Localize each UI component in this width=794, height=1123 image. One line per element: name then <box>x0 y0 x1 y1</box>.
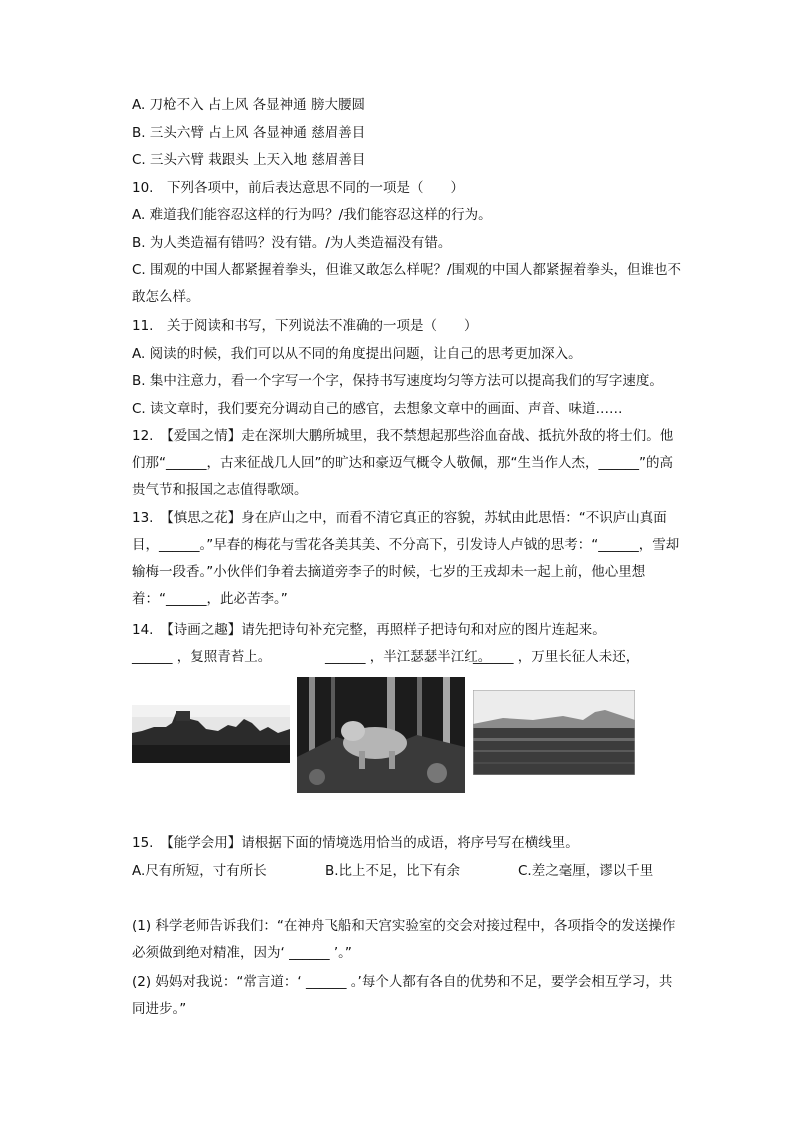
poem-line-1: ______ ，复照青苔上。 <box>132 649 272 665</box>
q10-option-b: B. 为人类造福有错吗？没有错。/为人类造福没有错。 <box>132 235 452 251</box>
poem-line-3: ______ ，万里长征人未还， <box>473 649 640 665</box>
q13-text: 13. 【慎思之花】身在庐山之中，而看不清它真正的容貌，苏轼由此思悟：“不识庐山真面目，______。”早春的梅花与雪花各美其美、不分高下，引发诗人卢钺的思考：“______，雪却输梅一段香。”小伙伴们争着去摘道旁李子的时候，七岁的王戎却未一起上前，他心里想着：“______，此必苦李。” <box>132 510 680 607</box>
q15-sub-1: (1) 科学老师告诉我们：“在神舟飞船和天宫实验室的交会对接过程中，各项指令的发送操作必须做到绝对精准，因为‘ ______ ’。” <box>132 918 676 961</box>
q12-text: 12. 【爱国之情】走在深圳大鹏所城里，我不禁想起那些浴血奋战、抵抗外敌的将士们。他们那“______，古来征战几人回”的旷达和豪迈气概令人敬佩，那“生当作人杰，______”的高贵气节和报国之志值得歌颂。 <box>132 428 674 498</box>
q11-option-b: B. 集中注意力，看一个字写一个字，保持书写速度均匀等方法可以提高我们的写字速度。 <box>132 373 663 389</box>
q10-option-a: A. 难道我们能容忍这样的行为吗？/我们能容忍这样的行为。 <box>132 207 492 223</box>
q10-option-c: C. 围观的中国人都紧握着拳头，但谁又敢怎么样呢？/围观的中国人都紧握着拳头，但谁也不敢怎么样。 <box>132 262 682 305</box>
q10-stem: 10. 下列各项中，前后表达意思不同的一项是（ ） <box>132 180 464 196</box>
great-wall-image <box>132 705 290 763</box>
q11-option-a: A. 阅读的时候，我们可以从不同的角度提出问题，让自己的思考更加深入。 <box>132 346 582 362</box>
q11-option-c: C. 读文章时，我们要充分调动自己的感官，去想象文章中的画面、声音、味道…… <box>132 401 623 417</box>
q9-option-b: B. 三头六臂 占上风 各显神通 慈眉善目 <box>132 125 366 141</box>
idiom-option-a: A.尺有所短，寸有所长 <box>132 863 267 879</box>
forest-tiger-image <box>297 677 465 793</box>
q9-option-c: C. 三头六臂 栽跟头 上天入地 慈眉善目 <box>132 152 366 168</box>
idiom-option-c: C.差之毫厘，谬以千里 <box>518 863 654 879</box>
idiom-option-b: B.比上不足，比下有余 <box>325 863 461 879</box>
sunset-river-image <box>473 690 635 775</box>
q11-stem: 11. 关于阅读和书写，下列说法不准确的一项是（ ） <box>132 318 478 334</box>
q9-option-a: A. 刀枪不入 占上风 各显神通 膀大腰圆 <box>132 97 365 113</box>
poem-line-2: ______ ，半江瑟瑟半江红。 <box>325 649 492 665</box>
q15-stem: 15. 【能学会用】请根据下面的情境选用恰当的成语，将序号写在横线里。 <box>132 835 579 851</box>
q14-stem: 14. 【诗画之趣】请先把诗句补充完整，再照样子把诗句和对应的图片连起来。 <box>132 622 606 638</box>
q15-sub-2: (2) 妈妈对我说：“常言道：‘ ______ 。’每个人都有各自的优势和不足，要学会相互学习，共同进步。” <box>132 974 673 1017</box>
